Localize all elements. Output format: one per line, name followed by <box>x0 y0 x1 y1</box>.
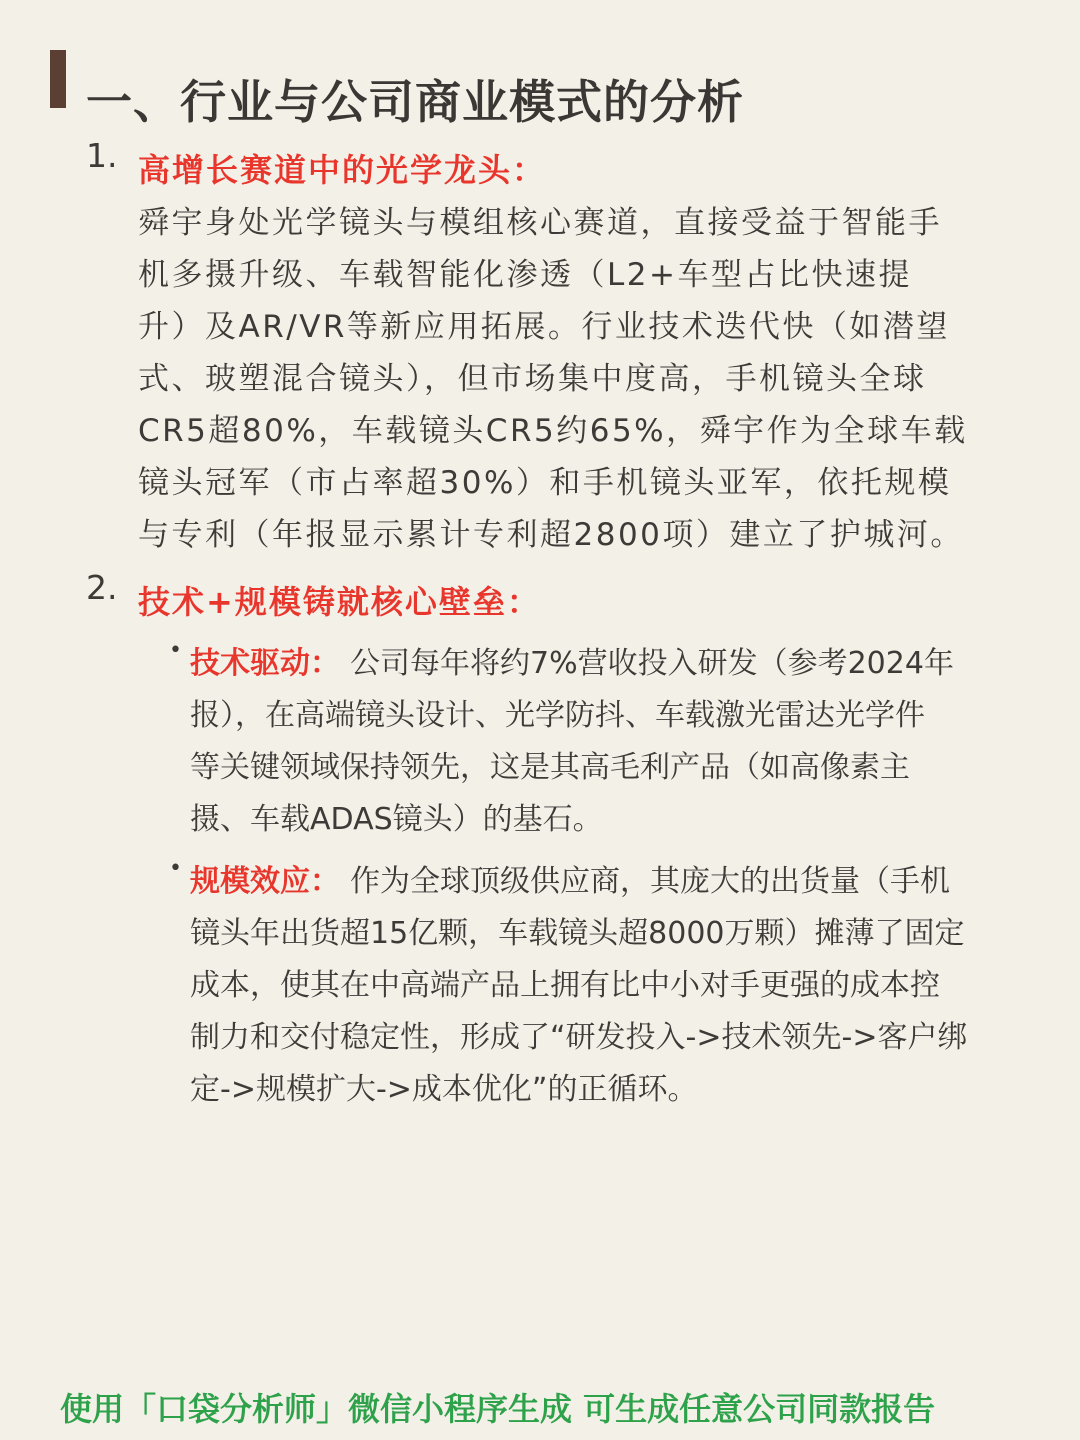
bullet-line: 摄、车载ADAS镜头）的基石。 <box>190 802 603 837</box>
bullet-dot-icon: • <box>169 856 182 881</box>
section-1-line: 升）及AR/VR等新应用拓展。行业技术迭代快（如潜望 <box>138 309 950 345</box>
section-2-title: 技术+规模铸就核心壁垒： <box>138 583 541 621</box>
bullet-line: 报），在高端镜头设计、光学防抖、车载激光雷达光学件 <box>190 698 925 733</box>
section-2-number: 2. <box>86 568 118 607</box>
section-1-line: 式、玻塑混合镜头），但市场集中度高，手机镜头全球 <box>138 361 927 397</box>
bullet-line: 定->规模扩大->成本优化”的正循环。 <box>190 1072 698 1107</box>
section-1-line: 与专利（年报显示累计专利超2800项）建立了护城河。 <box>138 517 964 553</box>
bullet-line: 成本，使其在中高端产品上拥有比中小对手更强的成本控 <box>190 968 940 1003</box>
bullet-tech-driven <box>190 638 1040 846</box>
section-1-line: CR5超80%，车载镜头CR5约65%，舜宇作为全球车载 <box>138 413 968 449</box>
bullet-line: 镜头年出货超15亿颗，车载镜头超8000万颗）摊薄了固定 <box>190 916 965 951</box>
bullet-scale-effect <box>190 856 1040 1116</box>
page-title: 一、行业与公司商业模式的分析 <box>86 75 744 129</box>
title-accent-bar <box>50 50 66 108</box>
bullet-text: 公司每年将约7%营收投入研发（参考2024年 <box>350 646 954 681</box>
bullet-dot-icon: • <box>169 638 182 663</box>
section-1-body <box>138 197 1018 561</box>
bullet-line <box>190 856 1040 908</box>
section-1-title: 高增长赛道中的光学龙头： <box>138 151 547 189</box>
bullet-lead: 技术驱动： <box>190 646 340 681</box>
bullet-line: 制力和交付稳定性，形成了“研发投入->技术领先->客户绑 <box>190 1020 968 1055</box>
footer-promo: 使用「口袋分析师」微信小程序生成 可生成任意公司同款报告 <box>60 1390 936 1428</box>
bullet-line: 等关键领域保持领先，这是其高毛利产品（如高像素主 <box>190 750 910 785</box>
section-1-line: 机多摄升级、车载智能化渗透（L2+车型占比快速提 <box>138 257 912 293</box>
bullet-text: 作为全球顶级供应商，其庞大的出货量（手机 <box>350 864 950 899</box>
bullet-line <box>190 638 1040 690</box>
section-1-number: 1. <box>86 136 118 175</box>
section-1-line: 舜宇身处光学镜头与模组核心赛道，直接受益于智能手 <box>138 205 942 241</box>
section-1-line: 镜头冠军（市占率超30%）和手机镜头亚军，依托规模 <box>138 465 952 501</box>
bullet-lead: 规模效应： <box>190 864 340 899</box>
